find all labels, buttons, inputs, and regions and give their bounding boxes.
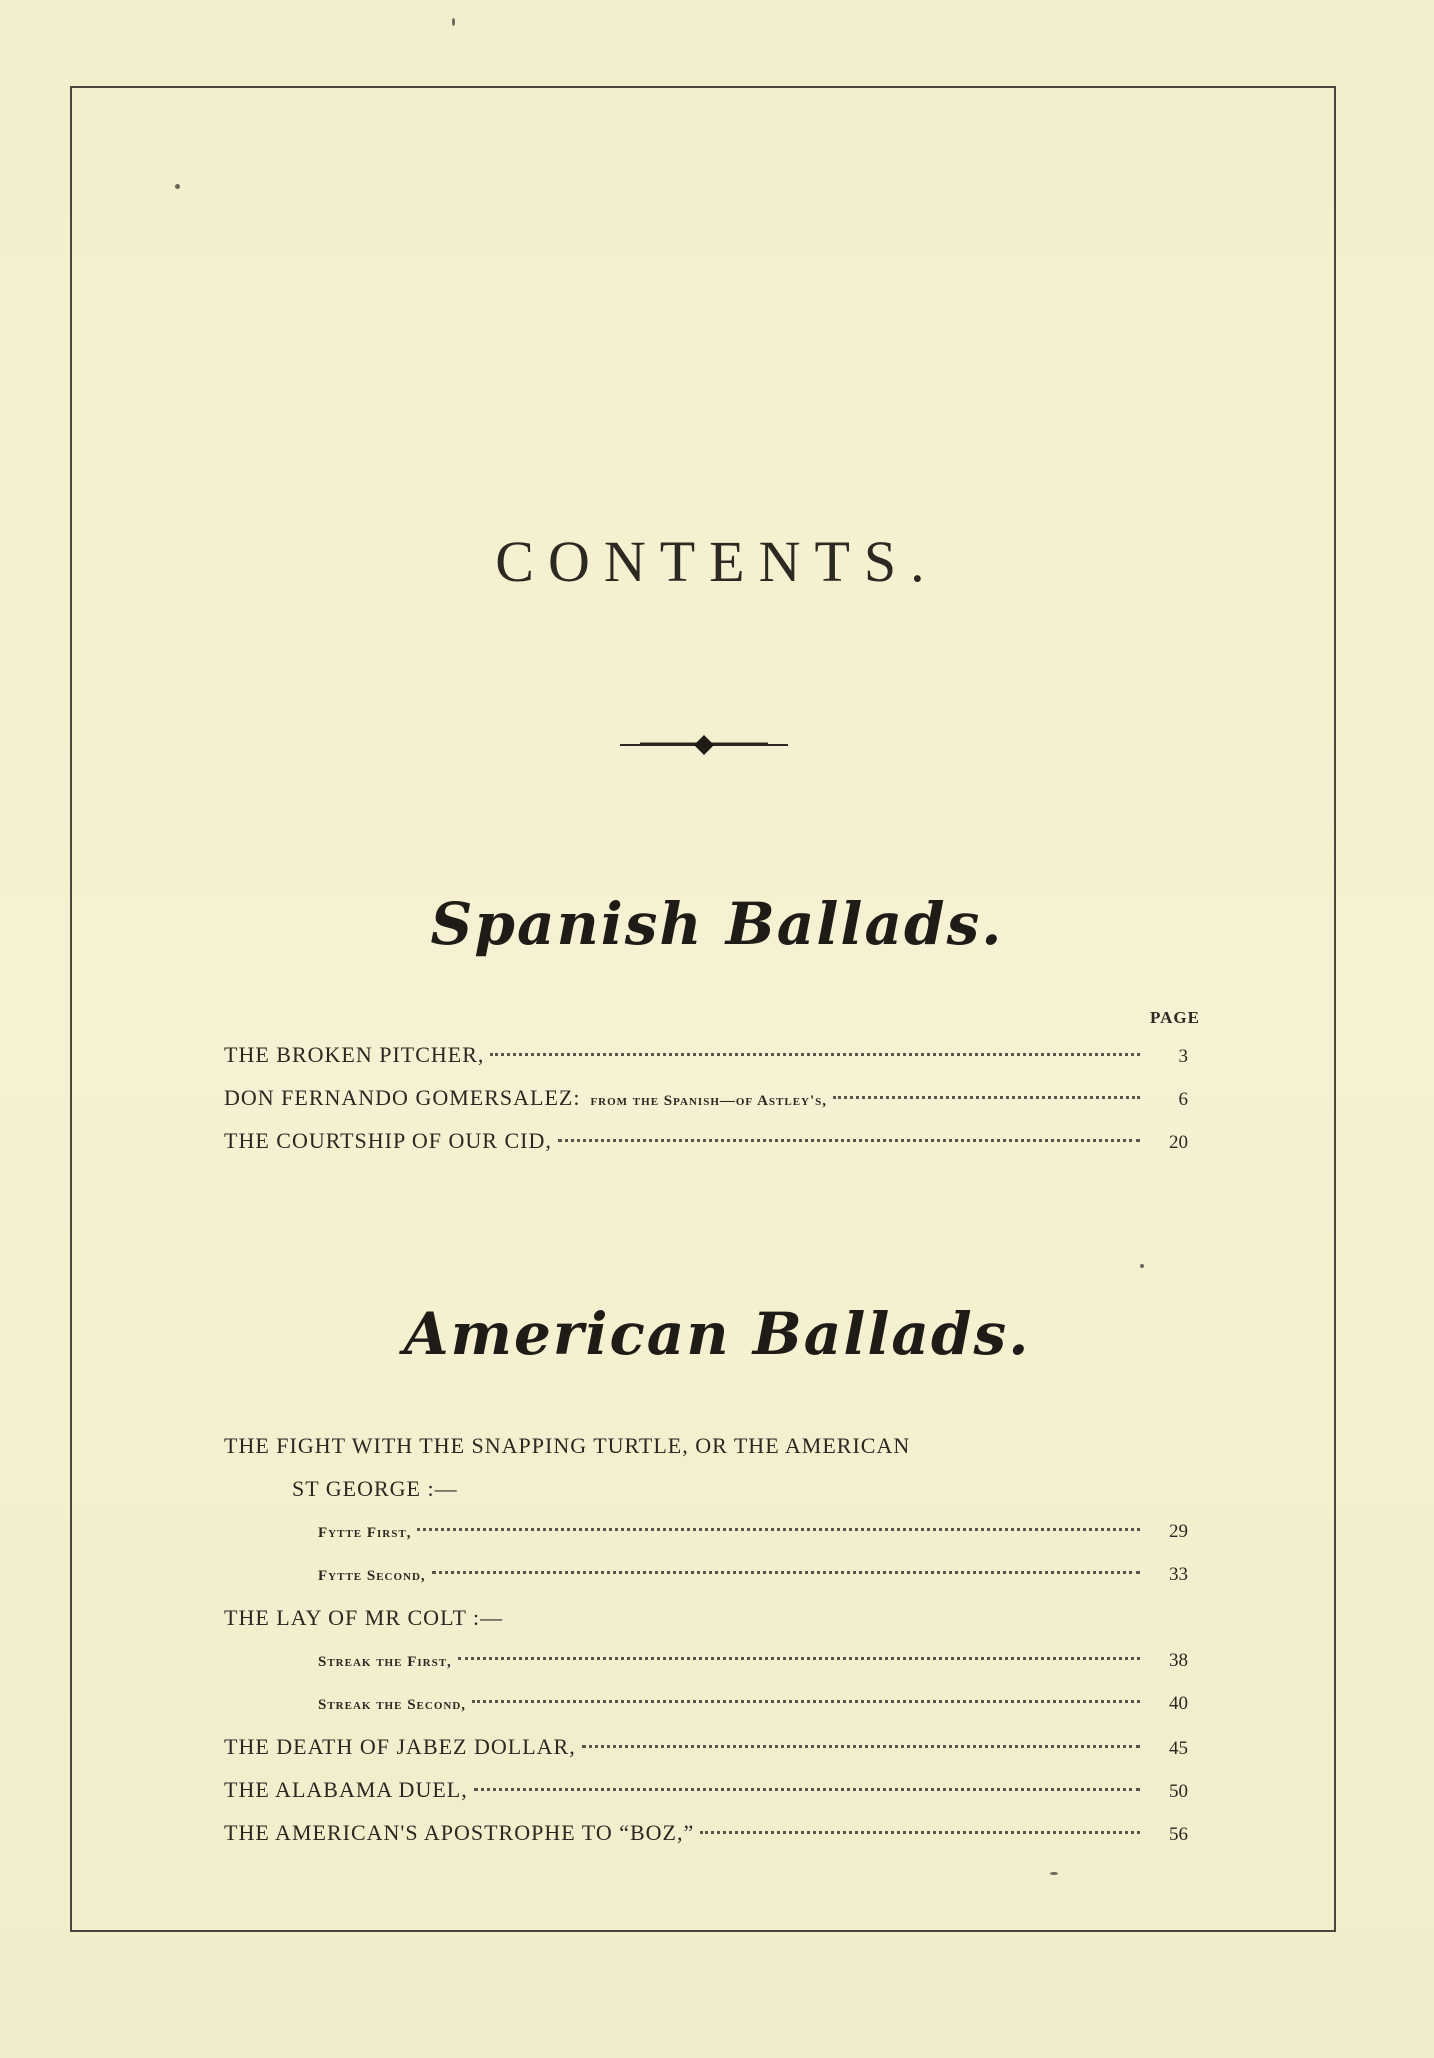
toc-entry-title: Fytte First, [318,1525,412,1541]
dot-leader [833,1096,1140,1099]
toc-entry-page: 29 [1169,1521,1188,1542]
toc-entry-title: ST GEORGE :— [292,1476,458,1501]
paper-speck [1140,1264,1144,1268]
dot-leader [558,1139,1140,1142]
toc-entry[interactable] [224,1510,1188,1553]
dot-leader [417,1528,1140,1531]
toc-entry-page: 40 [1169,1693,1188,1714]
toc-entry-page: 45 [1169,1738,1188,1759]
dot-leader [458,1657,1140,1660]
dot-leader [700,1831,1140,1834]
toc-spanish-ballads [224,1033,1188,1162]
toc-entry-page: 6 [1178,1089,1188,1110]
toc-entry[interactable] [224,1639,1188,1682]
toc-entry[interactable] [224,1553,1188,1596]
toc-entry-title: Fytte Second, [318,1568,426,1584]
toc-entry[interactable] [224,1467,1188,1510]
toc-entry[interactable] [224,1424,1188,1467]
toc-entry-title: Streak the First, [318,1654,452,1670]
toc-entry-page: 56 [1169,1824,1188,1845]
page-column-label: PAGE [1150,1008,1200,1027]
dot-leader [474,1788,1140,1791]
section-heading-spanish-ballads: Spanish Ballads. [430,890,1004,958]
toc-entry[interactable] [224,1725,1188,1768]
dot-leader [490,1053,1140,1056]
paper-speck [1050,1872,1058,1875]
toc-entry[interactable] [224,1596,1188,1639]
dot-leader [582,1745,1140,1748]
paper-speck [452,18,455,26]
toc-entry-title: THE DEATH OF JABEZ DOLLAR, [224,1734,576,1759]
toc-entry-page: 50 [1169,1781,1188,1802]
toc-entry-title: Streak the Second, [318,1697,467,1713]
toc-entry-title: THE ALABAMA DUEL, [224,1777,468,1802]
toc-entry-title: DON FERNANDO GOMERSALEZ: [224,1085,581,1110]
toc-entry[interactable] [224,1033,1188,1076]
paper-speck [175,184,180,189]
toc-entry[interactable] [224,1076,1188,1119]
page-title: CONTENTS. [495,529,939,594]
toc-entry-subtitle: from the Spanish—of Astley's, [590,1093,828,1109]
divider-ornament [620,730,788,760]
toc-entry-title: THE BROKEN PITCHER, [224,1042,485,1067]
toc-entry[interactable] [224,1811,1188,1854]
toc-entry-title: THE FIGHT WITH THE SNAPPING TURTLE, OR THE AMERICAN [224,1433,911,1458]
dot-leader [472,1700,1140,1703]
toc-american-ballads [224,1424,1188,1854]
toc-entry-page: 38 [1169,1650,1188,1671]
dot-leader [432,1571,1140,1574]
toc-entry-title: THE AMERICAN'S APOSTROPHE TO “BOZ,” [224,1820,695,1845]
toc-entry-page: 20 [1169,1132,1188,1153]
toc-entry[interactable] [224,1768,1188,1811]
toc-entry[interactable] [224,1119,1188,1162]
toc-entry-title: THE COURTSHIP OF OUR CID, [224,1128,552,1153]
toc-entry-page: 3 [1178,1046,1188,1067]
section-heading-american-ballads: American Ballads. [403,1300,1031,1368]
toc-entry-page: 33 [1169,1564,1188,1585]
toc-entry[interactable] [224,1682,1188,1725]
toc-entry-title: THE LAY OF MR COLT :— [224,1605,504,1630]
